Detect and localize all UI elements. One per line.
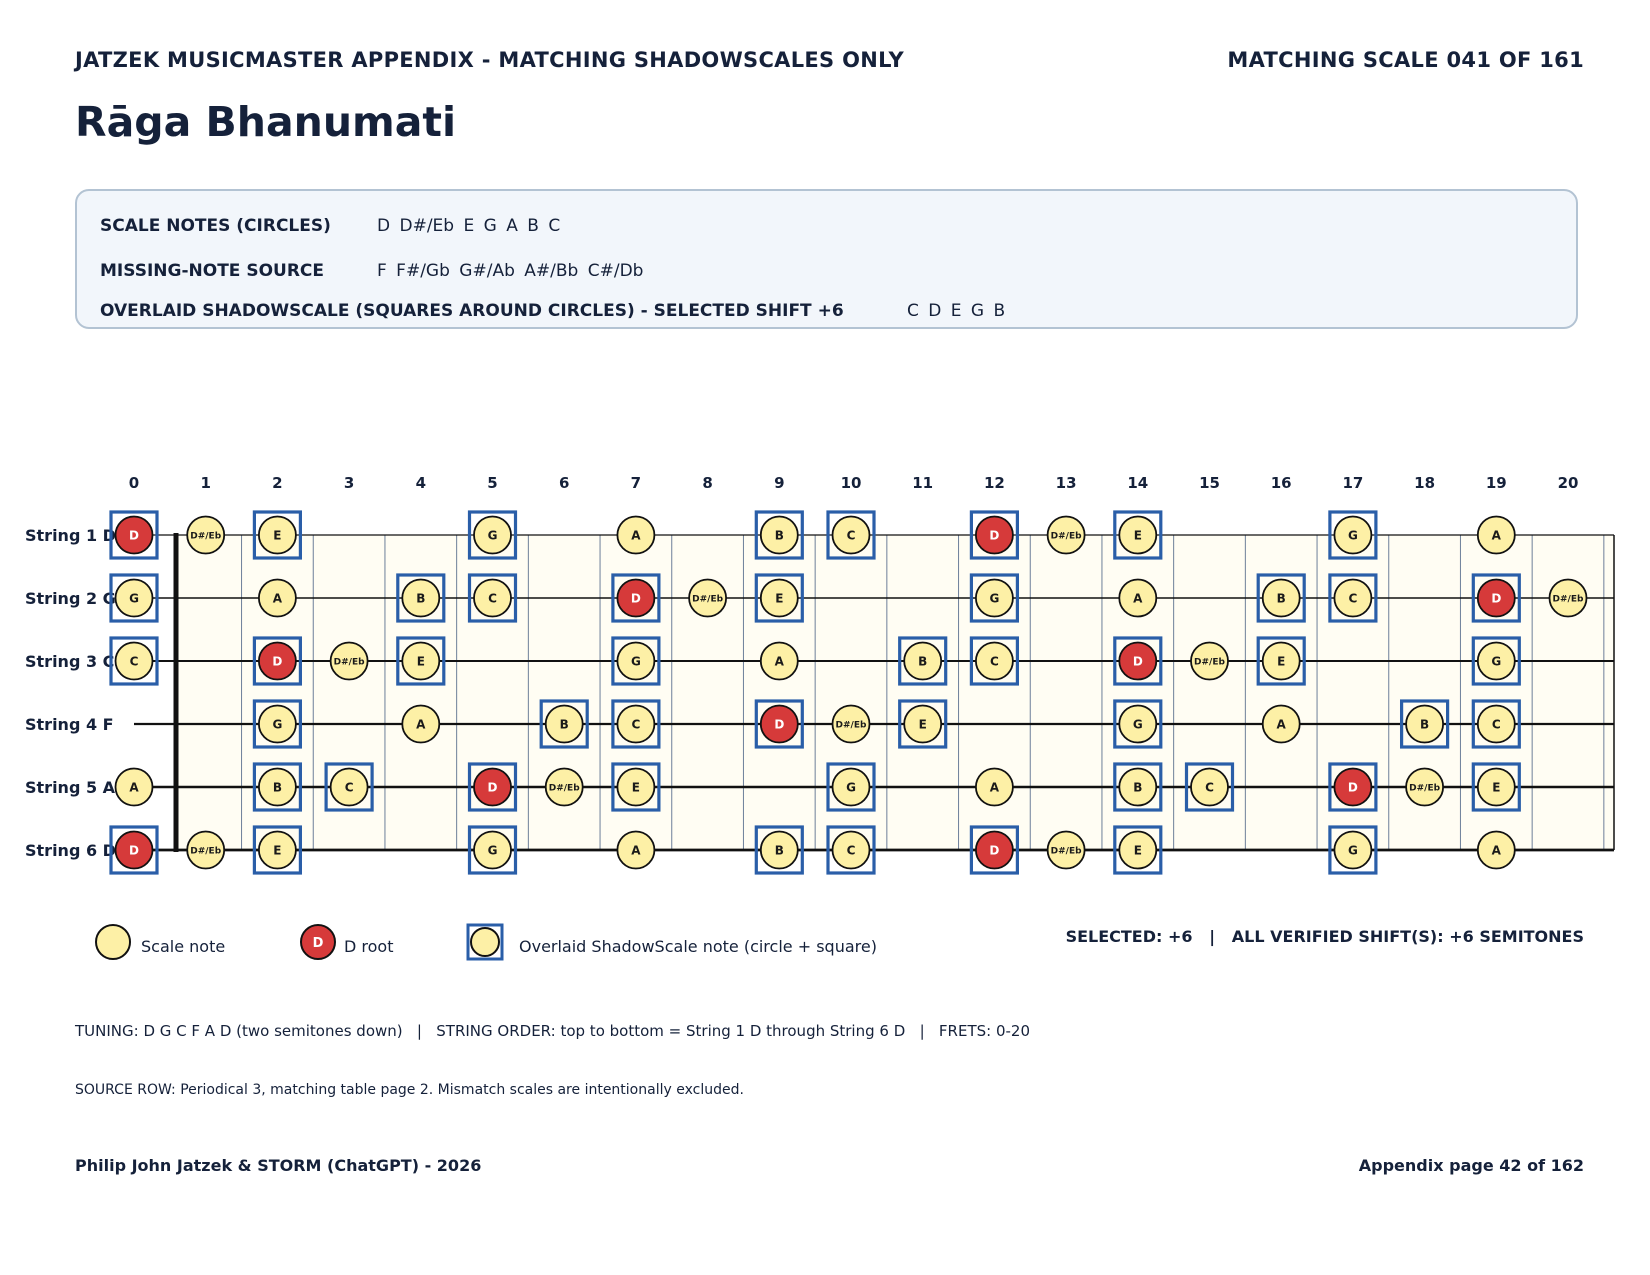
- note-label: D: [272, 654, 283, 669]
- overlay-note-legend-icon: [465, 922, 505, 962]
- note-label: D#/Eb: [548, 783, 580, 794]
- note-label: D: [989, 843, 1000, 858]
- string-label: String 4 F: [25, 715, 114, 734]
- note-label: E: [631, 780, 641, 795]
- fret-number: 8: [702, 474, 713, 492]
- note-label: G: [487, 843, 498, 858]
- string-label: String 3 C: [25, 652, 115, 671]
- note-label: G: [1347, 843, 1358, 858]
- scale-note-legend-label: Scale note: [141, 937, 226, 956]
- note-label: D: [487, 780, 498, 795]
- note-label: A: [129, 780, 139, 795]
- note-label: A: [1491, 528, 1501, 543]
- note-label: C: [631, 717, 641, 732]
- string-label: String 6 D: [25, 841, 116, 860]
- note-label: D#/Eb: [190, 531, 222, 542]
- note-label: A: [272, 591, 283, 606]
- note-label: B: [272, 780, 282, 795]
- note-label: D#/Eb: [1552, 594, 1584, 605]
- note-label: A: [1276, 717, 1286, 732]
- note-label: B: [1420, 717, 1430, 732]
- note-label: B: [774, 528, 784, 543]
- note-label: A: [989, 780, 1000, 795]
- note-label: E: [1133, 843, 1142, 858]
- note-label: E: [273, 528, 282, 543]
- string-label: String 2 G: [25, 589, 116, 608]
- fret-number: 11: [912, 474, 934, 492]
- fret-number: 20: [1557, 474, 1579, 492]
- note-label: A: [1491, 843, 1501, 858]
- note-label: B: [918, 654, 928, 669]
- footer-authors: Philip John Jatzek & STORM (ChatGPT) - 2026: [75, 1156, 482, 1175]
- note-label: C: [846, 528, 856, 543]
- overlay-note-legend-label: Overlaid ShadowScale note (circle + square): [519, 937, 877, 956]
- fret-number: 0: [128, 474, 140, 492]
- note-label: G: [630, 654, 641, 669]
- note-label: C: [989, 654, 999, 669]
- note-label: D: [630, 591, 641, 606]
- fret-number: 10: [840, 474, 862, 492]
- fret-number: 12: [983, 474, 1005, 492]
- note-label: G: [129, 591, 139, 606]
- note-label: G: [1347, 528, 1358, 543]
- scale-info-panel: [75, 189, 1578, 329]
- fret-number: 15: [1199, 474, 1220, 492]
- note-label: A: [416, 717, 426, 732]
- note-label: D: [774, 717, 785, 732]
- fret-number: 4: [415, 474, 427, 492]
- fret-number: 14: [1127, 474, 1149, 492]
- note-label: A: [774, 654, 784, 669]
- note-label: G: [846, 780, 856, 795]
- note-label: C: [129, 654, 139, 669]
- note-label: D#/Eb: [333, 657, 365, 668]
- fret-number: 5: [487, 474, 498, 492]
- fretboard-diagram: [0, 460, 1650, 880]
- fret-number: 17: [1342, 474, 1364, 492]
- overlay-label: OVERLAID SHADOWSCALE (SQUARES AROUND CIRCLES) - SELECTED SHIFT +6: [100, 301, 844, 321]
- tuning-info: TUNING: D G C F A D (two semitones down) | STRING ORDER: top to bottom = String 1 D through String 6 D | FRETS: 0-20: [75, 1022, 1030, 1040]
- note-label: E: [918, 717, 927, 732]
- fret-number: 19: [1485, 474, 1507, 492]
- fret-number: 9: [774, 474, 785, 492]
- note-label: G: [989, 591, 1000, 606]
- note-label: G: [487, 528, 498, 543]
- note-label: C: [846, 843, 856, 858]
- note-label: D: [129, 843, 139, 858]
- note-label: E: [1277, 654, 1286, 669]
- fret-number: 6: [558, 474, 570, 492]
- note-label: D: [1347, 780, 1358, 795]
- page-title: Rāga Bhanumati: [75, 98, 457, 146]
- scale-note-legend-icon: [93, 922, 133, 962]
- note-label: D#/Eb: [1409, 783, 1441, 794]
- note-label: A: [1133, 591, 1143, 606]
- overlay-value: C D E G B: [907, 301, 1006, 321]
- note-label: C: [344, 780, 354, 795]
- appendix-header: JATZEK MUSICMASTER APPENDIX - MATCHING SHADOWSCALES ONLY: [75, 48, 905, 72]
- note-label: D#/Eb: [1194, 657, 1225, 668]
- note-label: E: [1133, 528, 1142, 543]
- missing-notes-label: MISSING-NOTE SOURCE: [100, 261, 325, 281]
- note-label: B: [559, 717, 569, 732]
- scale-notes-value: D D#/Eb E G A B C: [377, 216, 561, 236]
- note-label: D#/Eb: [190, 846, 222, 857]
- fret-number: 1: [200, 474, 211, 492]
- note-label: D: [1491, 591, 1502, 606]
- note-label: C: [1491, 717, 1501, 732]
- note-label: D: [989, 528, 1000, 543]
- root-note-legend-icon: [298, 922, 338, 962]
- note-label: B: [1133, 780, 1143, 795]
- note-label: G: [1132, 717, 1143, 732]
- note-label: A: [631, 528, 641, 543]
- missing-notes-value: F F#/Gb G#/Ab A#/Bb C#/Db: [377, 261, 644, 281]
- note-label: G: [272, 717, 283, 732]
- note-label: B: [416, 591, 426, 606]
- string-label: String 5 A: [25, 778, 116, 797]
- note-label: D#/Eb: [692, 594, 724, 605]
- note-label: C: [1348, 591, 1358, 606]
- note-label: B: [1276, 591, 1286, 606]
- fret-number: 2: [272, 474, 283, 492]
- note-label: D: [1132, 654, 1143, 669]
- note-label: B: [774, 843, 784, 858]
- shift-summary: SELECTED: +6 | ALL VERIFIED SHIFT(S): +6 SEMITONES: [1065, 927, 1584, 946]
- root-legend-symbol: D: [312, 936, 324, 951]
- note-label: C: [488, 591, 497, 606]
- note-label: E: [416, 654, 425, 669]
- note-label: D#/Eb: [835, 720, 867, 731]
- root-note-legend-label: D root: [344, 937, 394, 956]
- source-info: SOURCE ROW: Periodical 3, matching table page 2. Mismatch scales are intentionally excluded.: [75, 1082, 744, 1098]
- string-label: String 1 D: [25, 526, 116, 545]
- note-label: D: [129, 528, 139, 543]
- scale-notes-label: SCALE NOTES (CIRCLES): [100, 216, 331, 236]
- note-label: E: [273, 843, 282, 858]
- fret-number: 18: [1414, 474, 1436, 492]
- scale-counter: MATCHING SCALE 041 OF 161: [1227, 48, 1584, 72]
- note-label: C: [1205, 780, 1214, 795]
- note-label: G: [1491, 654, 1502, 669]
- note-label: E: [775, 591, 784, 606]
- footer-page-number: Appendix page 42 of 162: [1358, 1156, 1584, 1175]
- note-label: D#/Eb: [1050, 846, 1082, 857]
- fret-number: 7: [630, 474, 642, 492]
- note-label: A: [631, 843, 641, 858]
- fretboard-background: [176, 535, 1614, 850]
- fret-number: 3: [343, 474, 355, 492]
- note-label: D#/Eb: [1050, 531, 1082, 542]
- note-label: E: [1492, 780, 1501, 795]
- fret-number: 16: [1270, 474, 1292, 492]
- fret-number: 13: [1055, 474, 1077, 492]
